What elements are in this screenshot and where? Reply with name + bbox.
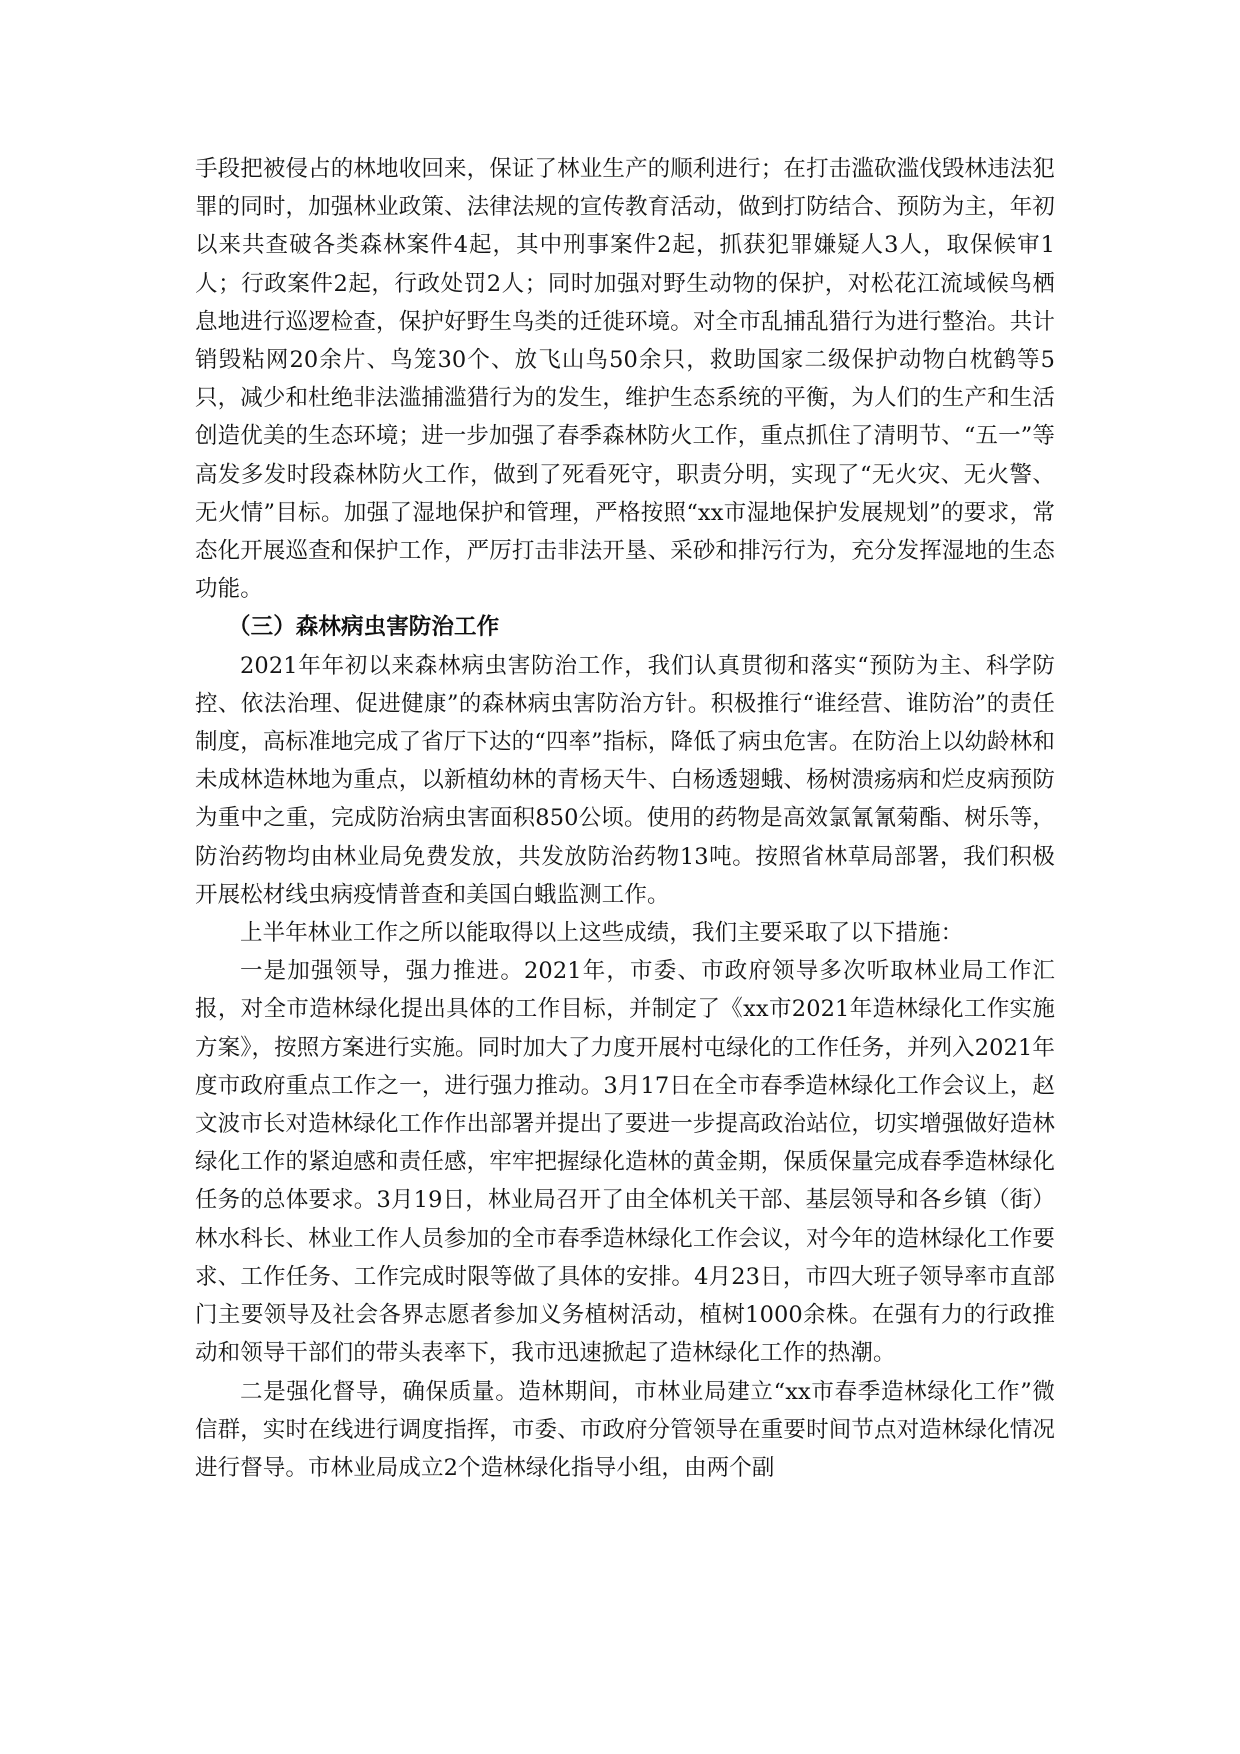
paragraph-measures-intro: 上半年林业工作之所以能取得以上这些成绩，我们主要采取了以下措施： xyxy=(240,920,964,947)
paragraph-measure-supervision: 二是强化督导，确保质量。造林期间，市林业局建立“xx市春季造林绿化工作”微信群，实时在线进行调度指挥，市委、市政府分管领导在重要时间节点对造林绿化情况进行督导。市林业局成立2个造林绿化指导小组，由两个副 xyxy=(195,1378,1055,1481)
document-body xyxy=(195,150,1055,1487)
paragraph-measure-leadership: 一是加强领导，强力推进。2021年，市委、市政府领导多次听取林业局工作汇报，对全市造林绿化提出具体的工作目标，并制定了《xx市2021年造林绿化工作实施方案》，按照方案进行实施。同时加大了力度开展村屯绿化的工作任务，并列入2021年度市政府重点工作之一，进行强力推动。3月17日在全市春季造林绿化工作会议上，赵文波市长对造林绿化工作作出部署并提出了要进一步提高政治站位，切实增强做好造林绿化工作的紧迫感和责任感，牢牢把握绿化造林的黄金期，保质保量完成春季造林绿化任务的总体要求。3月19日，林业局召开了由全体机关干部、基层领导和各乡镇（街）林水科长、林业工作人员参加的全市春季造林绿化工作会议，对今年的造林绿化工作要求、工作任务、工作完成时限等做了具体的安排。4月23日，市四大班子领导率市直部门主要领导及社会各界志愿者参加义务植树活动，植树1000余株。在强有力的行政推动和领导干部们的带头表率下，我市迅速掀起了造林绿化工作的热潮。 xyxy=(195,958,1056,1367)
section-heading-pest-control: （三）森林病虫害防治工作 xyxy=(228,614,500,641)
paragraph-law-enforcement: 手段把被侵占的林地收回来，保证了林业生产的顺利进行；在打击滥砍滥伐毁林违法犯罪的同时，加强林业政策、法律法规的宣传教育活动，做到打防结合、预防为主，年初以来共查破各类森林案件4起，其中刑事案件2起，抓获犯罪嫌疑人3人，取保候审1人；行政案件2起，行政处罚2人；同时加强对野生动物的保护，对松花江流域候鸟栖息地进行巡逻检查，保护好野生鸟类的迁徙环境。对全市乱捕乱猎行为进行整治。共计销毁粘网20余片、鸟笼30个、放飞山鸟50余只，救助国家二级保护动物白枕鹤等5只，减少和杜绝非法滥捕滥猎行为的发生，维护生态系统的平衡，为人们的生产和生活创造优美的生态环境；进一步加强了春季森林防火工作，重点抓住了清明节、“五一”等高发多发时段森林防火工作，做到了死看死守，职责分明，实现了“无火灾、无火警、无火情”目标。加强了湿地保护和管理，严格按照“xx市湿地保护发展规划”的要求，常态化开展巡查和保护工作，严厉打击非法开垦、采砂和排污行为，充分发挥湿地的生态功能。 xyxy=(195,156,1055,603)
paragraph-pest-control: 2021年年初以来森林病虫害防治工作，我们认真贯彻和落实“预防为主、科学防控、依法治理、促进健康”的森林病虫害防治方针。积极推行“谁经营、谁防治”的责任制度，高标准地完成了省厅下达的“四率”指标，降低了病虫危害。在防治上以幼龄林和未成林造林地为重点，以新植幼林的青杨天牛、白杨透翅蛾、杨树溃疡病和烂皮病预防为重中之重，完成防治病虫害面积850公顷。使用的药物是高效氯氰氰菊酯、树乐等，防治药物均由林业局免费发放，共发放防治药物13吨。按照省林草局部署，我们积极开展松材线虫病疫情普查和美国白蛾监测工作。 xyxy=(195,652,1055,908)
